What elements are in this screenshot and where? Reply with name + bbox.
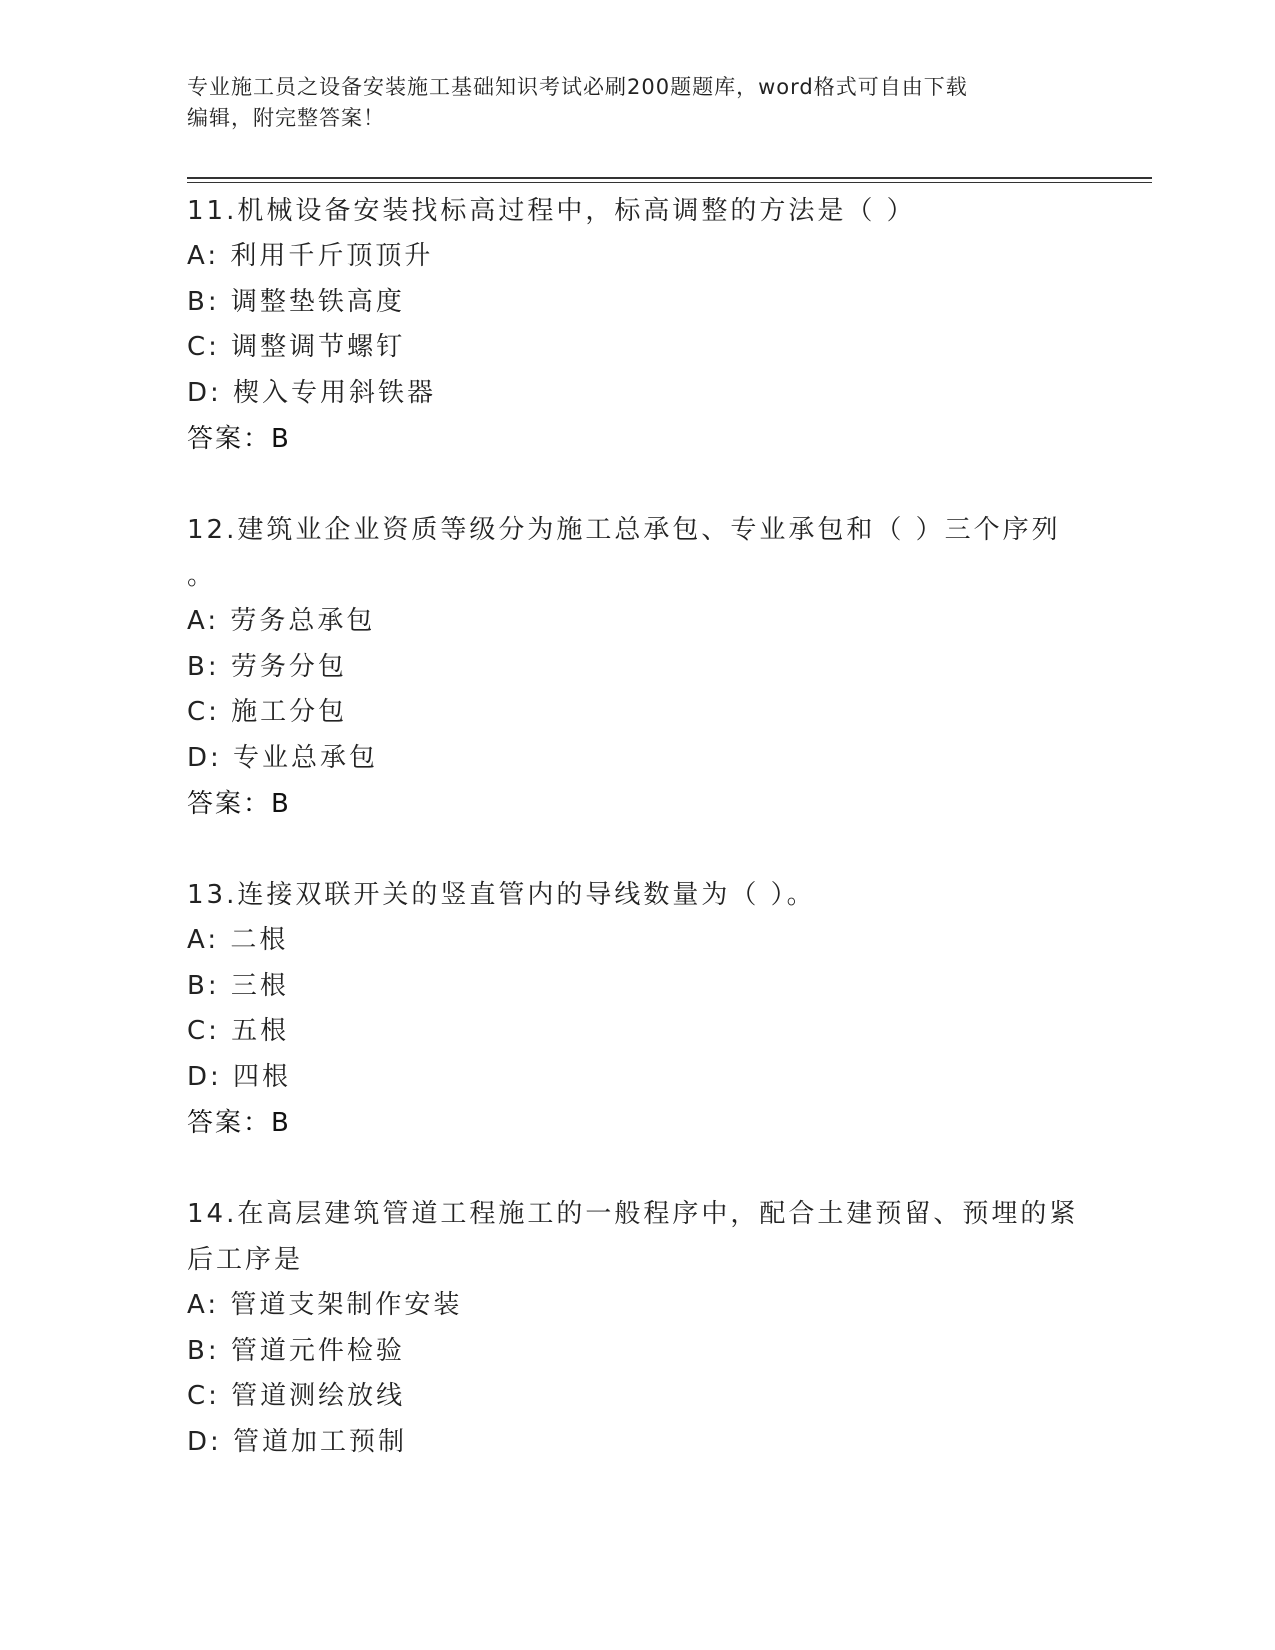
option-a: A: 管道支架制作安装 bbox=[187, 1290, 463, 1320]
header-divider-thick bbox=[187, 177, 1152, 179]
header-divider-thin bbox=[187, 182, 1152, 183]
document-header bbox=[187, 72, 1067, 134]
option-b: B: 劳务分包 bbox=[187, 651, 347, 682]
question-stem-continued: 后工序是 bbox=[187, 1245, 304, 1275]
question-block bbox=[187, 507, 1087, 827]
question-stem-continued: 。 bbox=[187, 561, 217, 591]
question-stem: 11.机械设备安装找标高过程中，标高调整的方法是（ ） bbox=[187, 196, 916, 226]
option-c: C: 施工分包 bbox=[187, 697, 348, 727]
question-list bbox=[187, 188, 1087, 1510]
option-c: C: 管道测绘放线 bbox=[187, 1381, 406, 1411]
option-a: A: 二根 bbox=[187, 925, 289, 955]
option-d: D: 管道加工预制 bbox=[187, 1426, 408, 1457]
question-stem: 13.连接双联开关的竖直管内的导线数量为（ ）。 bbox=[187, 880, 816, 910]
option-a: A: 利用千斤顶顶升 bbox=[187, 241, 434, 271]
question-stem: 14.在高层建筑管道工程施工的一般程序中，配合土建预留、预埋的紧 bbox=[187, 1199, 1079, 1229]
option-d: D: 专业总承包 bbox=[187, 742, 379, 773]
option-d: D: 四根 bbox=[187, 1061, 292, 1092]
answer-line: 答案：B bbox=[187, 1108, 291, 1138]
option-b: B: 调整垫铁高度 bbox=[187, 286, 405, 317]
answer-line: 答案：B bbox=[187, 789, 291, 819]
option-b: B: 三根 bbox=[187, 970, 289, 1001]
option-c: C: 五根 bbox=[187, 1016, 290, 1046]
option-a: A: 劳务总承包 bbox=[187, 606, 376, 636]
question-block bbox=[187, 188, 1087, 462]
question-block bbox=[187, 1191, 1087, 1465]
answer-line: 答案：B bbox=[187, 424, 291, 454]
question-stem: 12.建筑业企业资质等级分为施工总承包、专业承包和（ ）三个序列 bbox=[187, 515, 1061, 545]
question-block bbox=[187, 872, 1087, 1146]
option-d: D: 楔入专用斜铁器 bbox=[187, 377, 437, 408]
option-b: B: 管道元件检验 bbox=[187, 1335, 405, 1366]
header-title-line-2: 编辑，附完整答案！ bbox=[187, 106, 385, 130]
header-title-line-1: 专业施工员之设备安装施工基础知识考试必刷200题题库，word格式可自由下载 bbox=[187, 75, 968, 99]
option-c: C: 调整调节螺钉 bbox=[187, 332, 406, 362]
